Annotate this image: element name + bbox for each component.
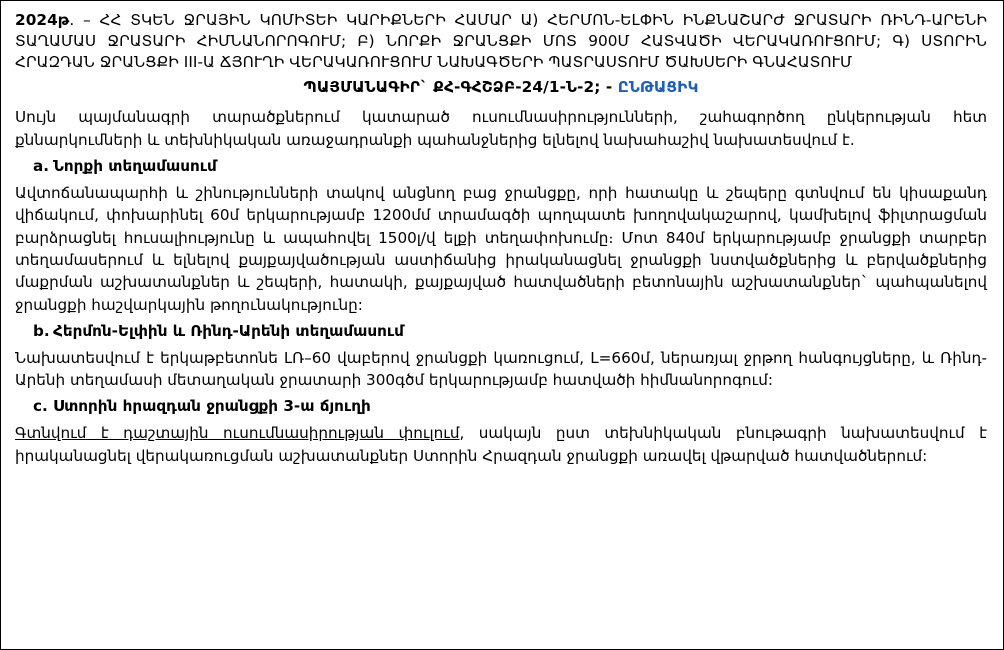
section-item-c [15,395,987,418]
section-title-a: Նորքի տեղամասում [53,157,217,176]
section-marker-b: b. [33,321,50,340]
document-body [15,10,987,467]
section-item-a [15,155,987,178]
section-text-c-rest: , սակայն ըստ տեխնիկական բնութագրի նախատեսվում է իրականացնել վերակառուցման աշխատանքներ Ստորին Հրազդան ջրանցքի առավել վթարված հատվածներում: [15,424,987,465]
document-header-text: . – ՀՀ ՏԿԵՆ ՋՐԱՅԻՆ ԿՈՄԻՏԵԻ ԿԱՐԻՔՆԵՐԻ ՀԱՄԱՐ Ա) ՀԵՐՄՈՆ-ԵԼՓԻՆ ԻՆՔՆԱՇԱՐԺ ՋՐԱՏԱՐԻ ՌԻՆԴ-ԱՐԵՆԻ ՏԱՂԱՄԱՍ ՋՐԱՏԱՐԻ ՀԻՄՆԱՆՈՐՈԳՈՒՄ; Բ) ՆՈՐՔԻ ՋՐԱՆՑՔԻ ՄՈՏ 900Մ ՀԱՏՎԱԾԻ ՎԵՐԱԿԱՌՈՒՑՈՒՄ; Գ) ՍՏՈՐԻՆ ՀՐԱԶԴԱՆ ՋՐԱՆՑՔԻ III-Ա ՃՅՈՒՂԻ ՎԵՐԱԿԱՌՈՒՑՈՒՄ ՆԱԽԱԳԾԵՐԻ ՊԱՏՐԱՍՏՈՒՄ ԾԱԽՍԵՐԻ ԳՆԱՀԱՏՈՒՄ [15,11,987,71]
document-header-paragraph [15,10,987,72]
intro-paragraph: Սույն պայմանագրի տարածքներում կատարած ուսումնասիրությունների, շահագործող ընկերության հետ քննարկումների և տեխնիկական առաջադրանքի պահանջներից ելնելով նախահաշիվ նախատեսվում է. [15,108,987,149]
contract-label: ՊԱՅՄԱՆԱԳԻՐ` ՔՀ-ԳՀՇՁԲ-24/1-Ն-2; - [303,78,613,97]
section-title-b: Հերմոն-Ելփին և Ռինդ-Արենի տեղամասում [53,321,404,340]
section-title-c: Ստորին հրազդան ջրանցքի 3-ա ճյուղի [53,397,371,416]
section-marker-a: a. [33,157,50,176]
section-text-a: Ավտոճանապարհի և շինությունների տակով անցնող բաց ջրանցքը, որի հատակը և շեպերը գտնվում են կիսաքանդ վիճակում, փոխարինել 60մ երկարությամբ 1200մմ տրամագծի պողպատե խողովակաշարով, կամխելով ֆիլտրացման բարձրացնել հուսալիությունը և ապահովել 1500լ/վ ելքի տեղափոխումը։ Մոտ 840մ երկարությամբ ջրանցքի տարբեր տեղամասերում և ելնելով քայքայվածության աստիճանից իրականացնել ջրանցքի նստվածքներից և բերվածքներից մաքրման աշխատանքներ և շեպերի, հատակի, քայքայված հատվածների բետոնային աշխատանքներ` պահպանելով ջրանցքի հաշվարկային թողունակությունը: [15,183,987,314]
section-text-c-underlined: Գտնվում է դաշտային ուսումնասիրության փուլում [15,424,460,443]
contract-status-link[interactable]: ԸՆԹԱՑԻԿ [617,78,699,97]
document-year: 2024թ [15,11,70,29]
section-marker-c: c. [33,397,48,416]
section-text-c [15,422,987,467]
section-text-b: Նախատեսվում է երկաթբետոնե ԼՌ–60 վաբերով ջրանցքի կառուցում, L=660մ, ներառյալ ջրթող հանգույցները, և Ռինդ-Արենի տեղամասի մետաղական ջրատարի 300գծմ երկարությամբ հատվածի հիմնանորոգում: [15,348,987,390]
section-item-b [15,320,987,343]
contract-line [15,78,987,96]
